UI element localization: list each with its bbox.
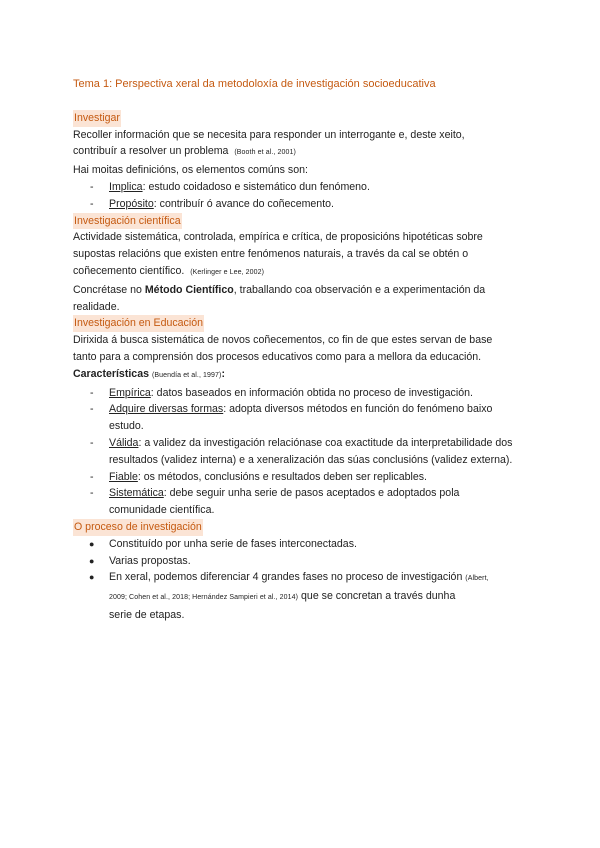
list-item-term: Fiable: [109, 470, 138, 483]
section-heading-educacion: Investigación en Educación: [73, 315, 204, 332]
dash-marker: -: [90, 180, 94, 193]
list-item: [73, 569, 540, 623]
characteristics-label: Características: [73, 367, 149, 380]
list-item-term: Propósito: [109, 197, 154, 210]
method-term: Método Científico: [144, 283, 234, 296]
paragraph-line: [73, 263, 540, 282]
section-heading-proceso: O proceso de investigación: [73, 519, 203, 536]
dash-marker: -: [90, 487, 94, 500]
paragraph-text: Concrétase no: [73, 283, 145, 296]
list-item: [73, 401, 540, 435]
section-heading-cientifica: Investigación científica: [73, 213, 182, 230]
section-heading-investigar: Investigar: [73, 110, 121, 127]
paragraph-line: realidade.: [73, 300, 120, 313]
section-proceso: [73, 519, 540, 624]
list-item-text: Varias propostas.: [109, 554, 191, 567]
paragraph-line: tanto para a comprensión dos procesos educativos como para a mellora da educación.: [73, 350, 482, 363]
list-item-text: : datos baseados en información obtida no proceso de investigación.: [150, 386, 473, 399]
list-item-text: : adopta diversos métodos en función do fenómeno baixo: [223, 403, 493, 416]
list-item-text: : contribuír ó avance do coñecemento.: [153, 197, 334, 210]
dash-marker: -: [90, 197, 94, 210]
paragraph-text: coñecemento científico.: [73, 264, 185, 277]
section-investigar: [73, 110, 540, 213]
definition-list: [73, 179, 540, 213]
list-item-term: Válida: [109, 436, 139, 449]
paragraph-text: contribuír a resolver un problema: [73, 145, 229, 158]
dash-marker: -: [90, 403, 94, 416]
dash-marker: -: [90, 470, 94, 483]
list-item-text: Constituído por unha serie de fases interconectadas.: [109, 537, 357, 550]
list-item: [73, 179, 540, 196]
bullet-marker: ●: [89, 572, 95, 583]
list-item: [73, 553, 540, 570]
section-cientifica: [73, 213, 540, 316]
paragraph-text: , traballando coa observación e a experimentación da: [233, 283, 486, 296]
list-item-text: : a validez da investigación relaciónase coa exactitude da interpretabilidade dos: [138, 436, 513, 449]
list-item-text: : estudo coidadoso e sistemático dun fenómeno.: [142, 180, 370, 193]
colon: :: [221, 367, 225, 380]
citation: (Buendía et al., 1997): [151, 371, 222, 379]
paragraph-line: Actividade sistemática, controlada, empírica e crítica, de proposicións hipotéticas sobre: [73, 231, 483, 244]
paragraph-line: Dirixida á busca sistemática de novos coñecementos, co fin de que estes servan de base: [73, 334, 493, 347]
list-item-text: : debe seguir unha serie de pasos aceptados e adoptados pola: [163, 487, 460, 500]
paragraph-line: [73, 282, 540, 299]
list-item: [73, 536, 540, 553]
characteristics-list: [73, 385, 540, 519]
process-list: [73, 536, 540, 624]
dash-marker: -: [90, 436, 94, 449]
paragraph-line: Recoller información que se necesita para responder un interrogante e, deste xeito,: [73, 128, 465, 141]
section-educacion: [73, 315, 540, 519]
characteristics-label-line: [73, 366, 540, 385]
list-item: [73, 469, 540, 486]
paragraph-line: [73, 143, 540, 162]
list-item-continuation: estudo.: [109, 420, 144, 433]
document-title: Tema 1: Perspectiva xeral da metodoloxía de investigación socioeducativa: [73, 78, 436, 90]
paragraph-line: supostas relacións que existen entre fenómenos naturais, a través da cal se obtén o: [73, 248, 469, 261]
paragraph-line: Hai moitas definicións, os elementos comúns son:: [73, 164, 308, 177]
bullet-marker: ●: [89, 538, 95, 549]
list-item-term: Empírica: [109, 386, 151, 399]
list-item: [73, 385, 540, 402]
list-item-continuation: comunidade científica.: [109, 504, 215, 517]
list-item-text: En xeral, podemos diferenciar 4 grandes fases no proceso de investigación: [109, 571, 463, 584]
list-item-term: Implica: [109, 180, 143, 193]
list-item: [73, 196, 540, 213]
citation: (Kerlinger e Lee, 2002): [190, 268, 265, 276]
list-item-text: : os métodos, conclusións e resultados deben ser replicables.: [137, 470, 427, 483]
citation: (Booth et al., 2001): [234, 149, 296, 157]
list-item-term: Adquire diversas formas: [109, 403, 224, 416]
list-item: [73, 435, 540, 469]
list-item-continuation: [109, 588, 540, 607]
list-item-text: que se concretan a través dunha: [298, 590, 456, 603]
citation: 2009; Cohen et al., 2018; Hernández Sampieri et al., 2014): [109, 594, 299, 602]
list-item-continuation: serie de etapas.: [109, 608, 185, 621]
bullet-marker: ●: [89, 555, 95, 566]
dash-marker: -: [90, 386, 94, 399]
list-item-continuation: resultados (validez interna) e a xeneralización das súas conclusións (validez externa).: [109, 453, 513, 466]
list-item: [73, 485, 540, 519]
citation: (Albert,: [465, 575, 489, 583]
list-item-term: Sistemática: [109, 487, 164, 500]
